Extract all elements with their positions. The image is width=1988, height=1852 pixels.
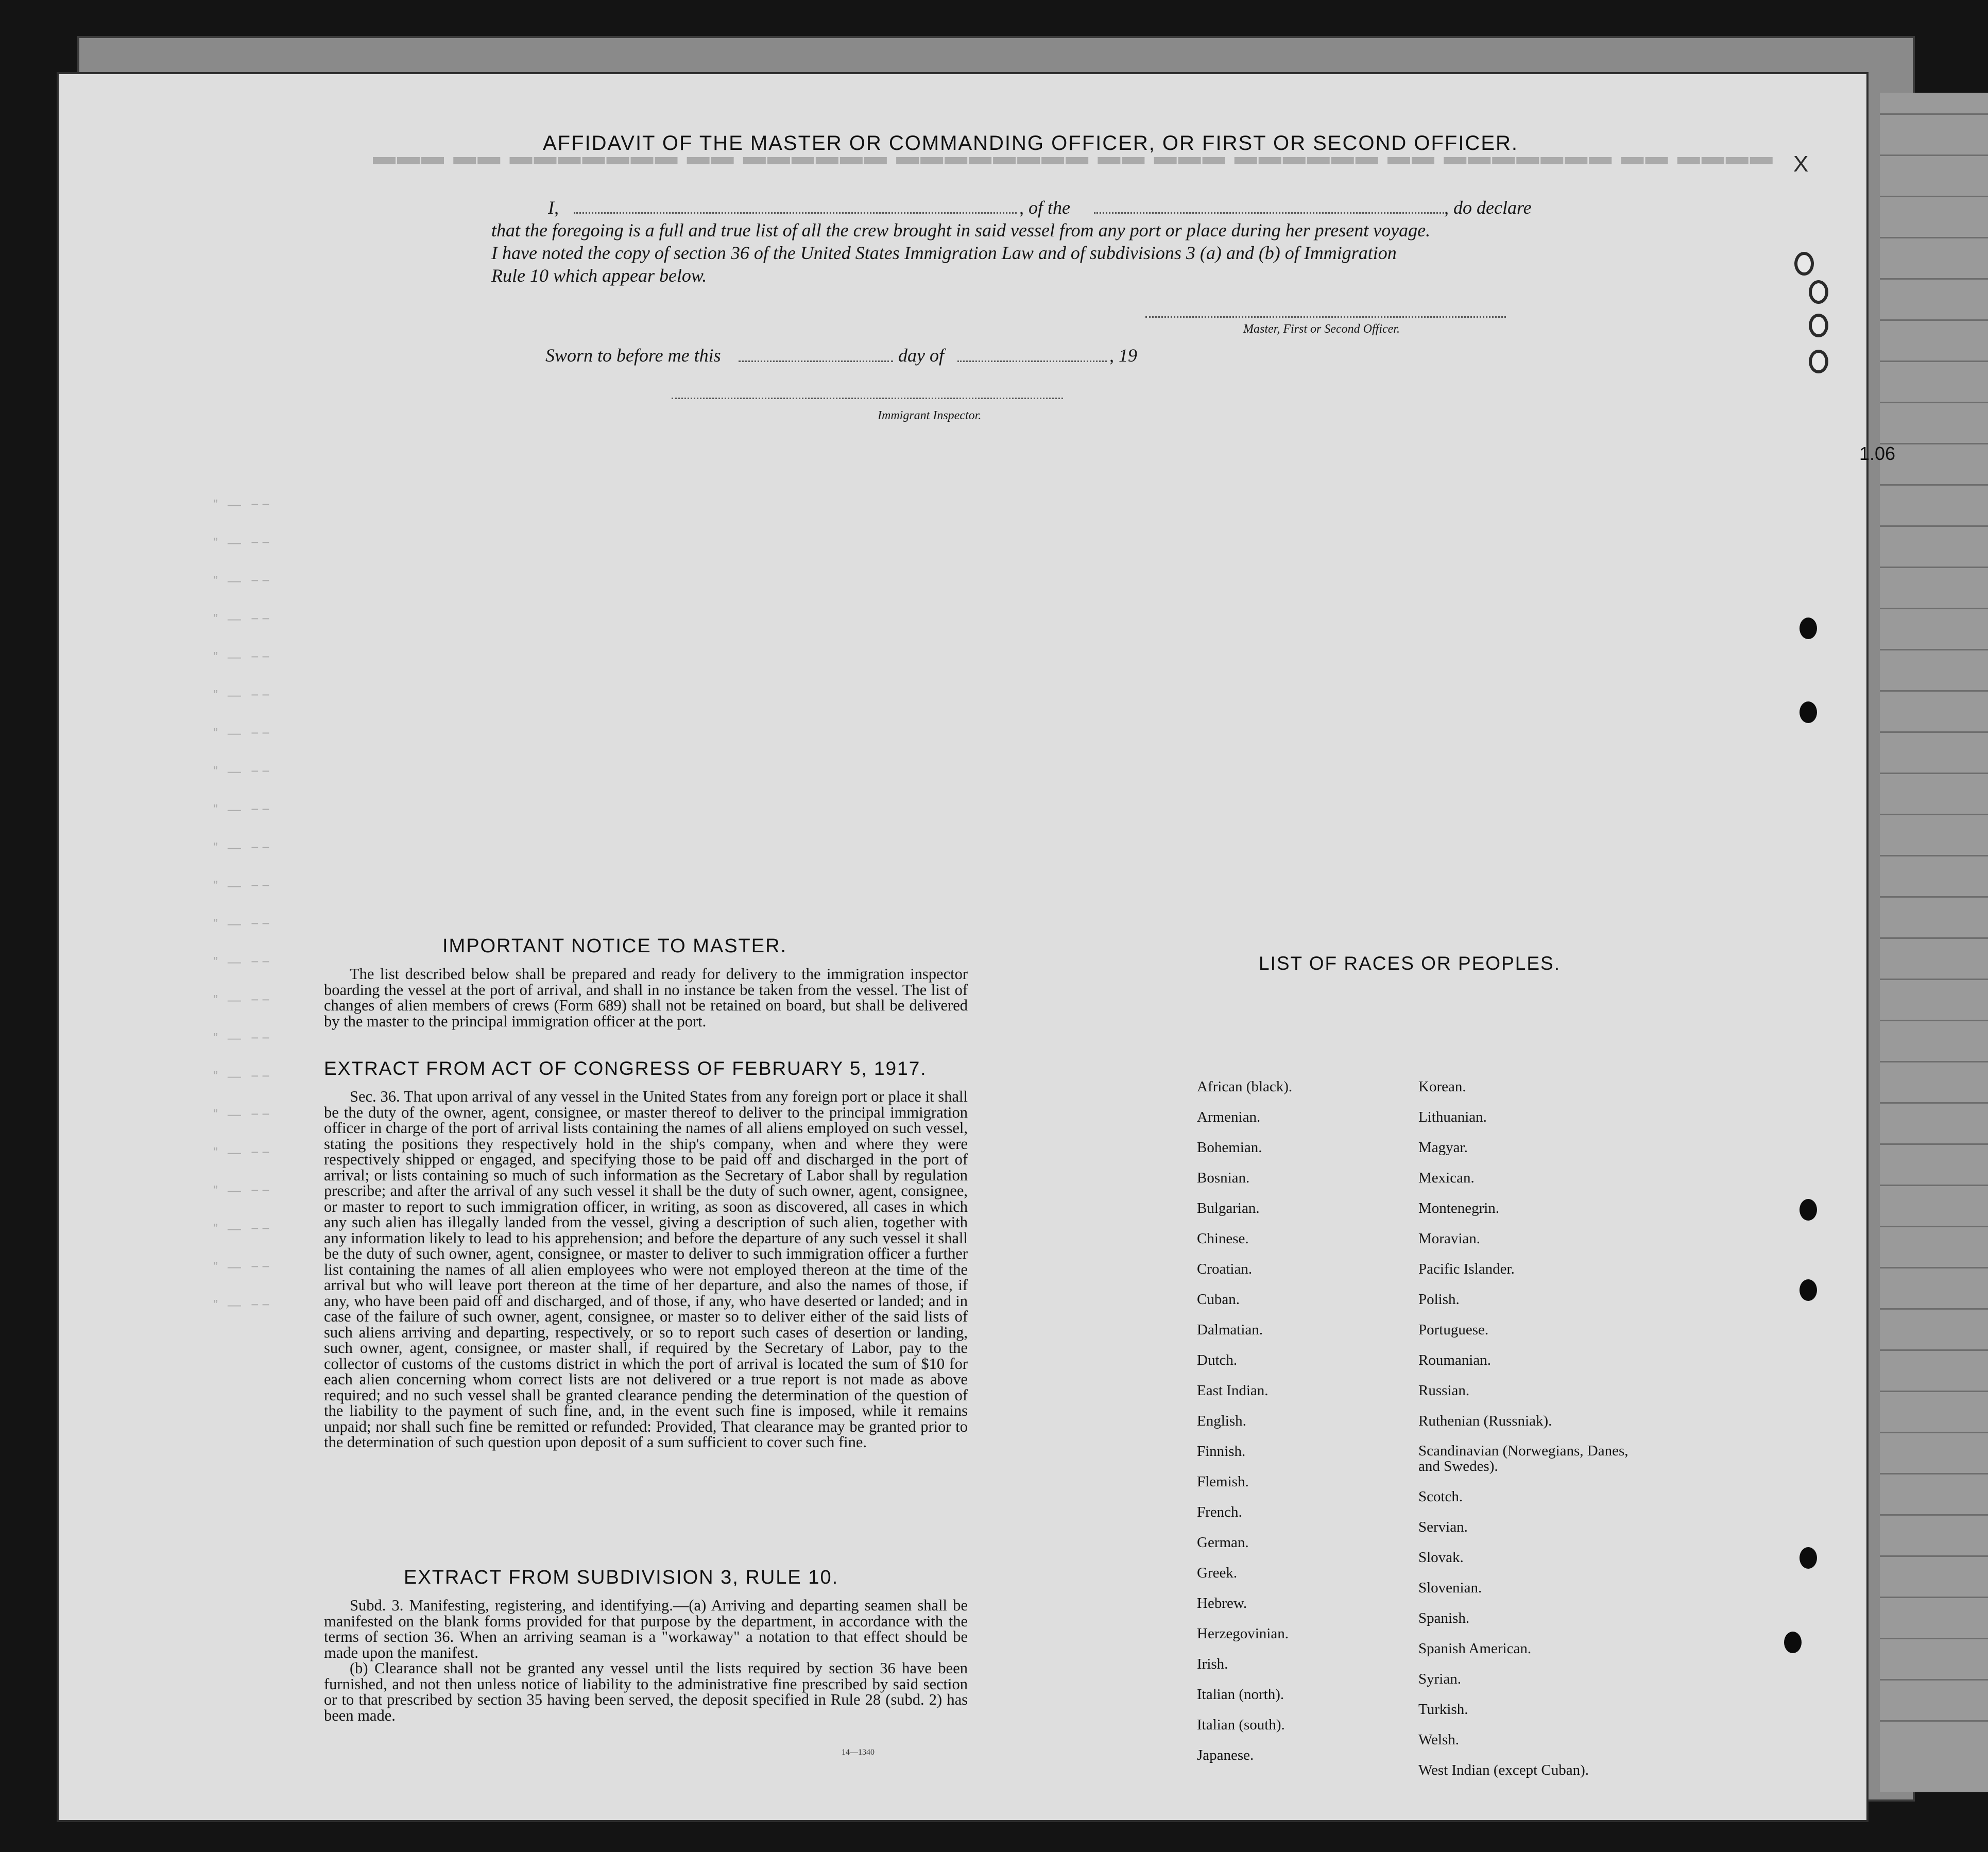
race-item: Spanish American. [1418,1640,1532,1657]
race-item: Russian. [1418,1382,1470,1399]
bleed-through-row: ” — −− [213,573,273,588]
ledger-rule [1880,1061,1988,1062]
race-item: Ruthenian (Russniak). [1418,1413,1552,1429]
top-right-mark: X [1793,151,1809,177]
ledger-rule [1880,855,1988,856]
ledger-rule [1880,1102,1988,1104]
race-item: Scotch. [1418,1488,1463,1505]
race-item: English. [1197,1413,1246,1429]
ledger-rule [1880,402,1988,403]
race-item: Chinese. [1197,1230,1249,1247]
ledger-rule [1880,196,1988,197]
punch-hole [1800,701,1817,723]
ledger-rule [1880,608,1988,609]
ledger-rule [1880,319,1988,321]
ledger-rule [1880,731,1988,733]
race-item: Flemish. [1197,1473,1249,1490]
affidavit-declare: , do declare [1444,197,1532,218]
ledger-rule [1880,443,1988,444]
bleed-through-row: ” — −− [213,687,273,702]
ledger-rule [1880,1267,1988,1268]
races-heading: LIST OF RACES OR PEOPLES. [1259,953,1561,974]
bleed-through-row: ” — −− [213,1106,273,1122]
ledger-rule [1880,1432,1988,1433]
bleed-through-row: ” — −− [213,535,273,550]
act-body [324,1089,968,1450]
ledger-rule [1880,1597,1988,1598]
bleed-through-row: ” — −− [213,1182,273,1198]
ledger-rule [1880,1185,1988,1186]
bleed-through-row: ” — −− [213,611,273,626]
signature-label: Master, First or Second Officer. [1243,322,1400,336]
ledger-rule [1880,113,1988,115]
race-item: Dutch. [1197,1352,1238,1368]
name-blank [574,212,1017,214]
race-item: Dalmatian. [1197,1322,1263,1338]
ledger-rule [1880,361,1988,362]
bleed-through-row: ” — −− [213,496,273,512]
ledger-rule [1880,979,1988,980]
ledger-rule [1880,814,1988,815]
ledger-rule [1880,1473,1988,1474]
race-item: West Indian (except Cuban). [1418,1762,1589,1778]
race-item: French. [1197,1504,1242,1520]
act-heading: EXTRACT FROM ACT OF CONGRESS OF FEBRUARY 5, 1917. [324,1058,927,1079]
binder-ring [1809,280,1828,304]
race-item: Bosnian. [1197,1170,1250,1186]
sworn-day-blank [739,361,893,362]
race-item: Servian. [1418,1519,1468,1535]
race-item: Armenian. [1197,1109,1261,1125]
bleed-through-row: ” — −− [213,649,273,664]
race-item: Magyar. [1418,1139,1468,1156]
race-item: Bulgarian. [1197,1200,1260,1216]
ledger-rule [1880,1679,1988,1680]
race-item: German. [1197,1534,1249,1551]
bleed-through-row: ” — −− [213,1221,273,1236]
bleed-through-row: ” — −− [213,839,273,855]
bleed-through-title: ▬▬▬ ▬▬ ▬▬▬▬▬▬▬ ▬▬ ▬▬▬▬▬▬ ▬▬▬▬▬▬▬▬ ▬▬ ▬▬▬ ▬▬▬▬▬▬ ▬▬ ▬▬▬▬▬▬▬ ▬▬ ▬▬▬▬ [373,152,1774,177]
bleed-through-row: ” — −− [213,954,273,969]
race-item: Cuban. [1197,1291,1240,1308]
race-item: Japanese. [1197,1747,1254,1763]
ledger-rule [1880,237,1988,238]
punch-hole [1800,618,1817,639]
ledger-rule [1880,1020,1988,1021]
bleed-through-row: ” — −− [213,1068,273,1084]
bleed-through-row: ” — −− [213,916,273,931]
bleed-through-row: ” — −− [213,992,273,1007]
sworn-year: , 19 [1109,345,1137,366]
race-item: Bohemian. [1197,1139,1262,1156]
race-item: Korean. [1418,1078,1466,1095]
affidavit-heading: AFFIDAVIT OF THE MASTER OR COMMANDING OFFICER, OR FIRST OR SECOND OFFICER. [543,132,1518,155]
ledger-rule [1880,773,1988,774]
rule-para-a: Subd. 3. Manifesting, registering, and identifying.—(a) Arriving and departing seamen shall be manifested on the blank forms provided for that purpose by the department, in accordance with the terms of section 36. When an arriving seaman is a "workaway" a notation to that effect should be made upon the manifest. [324,1597,968,1661]
form-code: 14—1340 [842,1748,875,1757]
sworn-day-of: day of [898,345,944,366]
ledger-rule [1880,649,1988,650]
race-item: Finnish. [1197,1443,1246,1460]
race-item: Lithuanian. [1418,1109,1487,1125]
ledger-rule [1880,1638,1988,1639]
race-item: Portuguese. [1418,1322,1489,1338]
ledger-rule [1880,690,1988,692]
race-item: Greek. [1197,1565,1238,1581]
ledger-rule [1880,567,1988,568]
race-item: Herzegovinian. [1197,1625,1289,1642]
race-item: Syrian. [1418,1671,1461,1687]
ledger-rule [1880,1720,1988,1722]
manifest-page [57,72,1869,1822]
ledger-rule [1880,1226,1988,1227]
ledger-rule [1880,278,1988,280]
act-text: Sec. 36. That upon arrival of any vessel in the United States from any foreign port or place it shall be the duty of the owner, agent, consignee, or master thereof to deliver to the principal immigration officer in charge of the port of arrival lists containing the names of all aliens employed on such vessel, stating the positions they respectively hold in the ship's company, when and where they were respectively shipped or engaged, and specifying those to be paid off and discharged in the port of arrival; or lists containing so much of such information as the Secretary of Labor shall by regulation prescribe; and after the arrival of any such vessel it shall be the duty of such owner, agent, consignee, or master to report to such immigration officer, in writing, as soon as discovered, all cases in which any such alien has illegally landed from the vessel, giving a description of such alien, together with any information likely to lead to his apprehension; and before the departure of any such vessel it shall be the duty of such owner, agent, consignee, or master to deliver to such immigration officer a further list containing the names of all alien employees who were not employed thereon at the time of the arrival but who will leave port thereon at the time of her departure, and also the names of those, if any, who have been paid off and discharged, and of those, if any, who have deserted or landed; and in case of the failure of such owner, agent, consignee, or master so to deliver either of the said lists of such aliens arriving and departing, respectively, or so to report such cases of desertion or landing, such owner, agent, consignee, or master shall, if required by the Secretary of Labor, pay to the collector of customs of the customs district in which the port of arrival is located the sum of $10 for each alien concerning whom correct lists are not delivered or a true report is not made as above required; and no such vessel shall be granted clearance pending the determination of the question of the liability to the payment of such fine, and, in the event such fine is imposed, while it remains unpaid; nor shall such fine be remitted or refunded: Provided, That clearance may be granted prior to the determination of such question upon deposit of a sum sufficient to cover such fine. [324,1088,968,1451]
binder-ring [1794,252,1814,276]
race-item: Mexican. [1418,1170,1475,1186]
ledger-rule [1880,484,1988,486]
race-item: Polish. [1418,1291,1460,1308]
ledger-rule [1880,937,1988,939]
sworn-month-blank [957,361,1107,362]
inspector-label: Immigrant Inspector. [878,409,982,422]
race-item: Welsh. [1418,1731,1460,1748]
race-item: Roumanian. [1418,1352,1491,1368]
punch-hole [1784,1632,1802,1653]
ledger-rule [1880,155,1988,156]
race-item: African (black). [1197,1078,1293,1095]
ledger-rule [1880,1143,1988,1145]
affidavit-i: I, [548,197,559,218]
notice-heading: IMPORTANT NOTICE TO MASTER. [442,935,787,957]
race-item: Spanish. [1418,1610,1470,1626]
bleed-through-row: ” — −− [213,878,273,893]
race-item: Slovak. [1418,1549,1464,1566]
bleed-through-row: ” — −− [213,801,273,817]
race-item: East Indian. [1197,1382,1269,1399]
bleed-through-row: ” — −− [213,1259,273,1274]
race-item: Scandinavian (Norwegians, Danes, and Swedes). [1418,1443,1629,1474]
inspector-signature-blank [672,398,1063,399]
punch-hole [1800,1547,1817,1569]
rule-heading: EXTRACT FROM SUBDIVISION 3, RULE 10. [404,1567,839,1588]
binder-ring [1809,314,1828,337]
sworn-prefix: Sworn to before me this [545,345,721,366]
affidavit-line-4: Rule 10 which appear below. [491,265,707,286]
race-item: Italian (south). [1197,1717,1285,1733]
race-item: Montenegrin. [1418,1200,1500,1216]
race-item: Hebrew. [1197,1595,1247,1611]
binder-ring [1809,350,1828,373]
signature-blank [1145,316,1506,318]
adjacent-ledger-strip [1880,93,1988,1792]
rule-body [324,1598,968,1723]
race-item: Irish. [1197,1656,1228,1672]
notice-body [324,966,968,1029]
ledger-rule [1880,1514,1988,1516]
ledger-rule [1880,1308,1988,1310]
punch-hole [1800,1199,1817,1221]
bleed-through-row: ” — −− [213,1144,273,1160]
ledger-rule [1880,1349,1988,1351]
bleed-through-row: ” — −− [213,1030,273,1045]
race-item: Moravian. [1418,1230,1480,1247]
race-item: Slovenian. [1418,1580,1482,1596]
race-item: Croatian. [1197,1261,1253,1277]
race-item: Italian (north). [1197,1686,1284,1703]
affidavit-of-the: , of the [1019,197,1070,218]
bleed-through-row: ” — −− [213,763,273,779]
ledger-rule [1880,896,1988,898]
race-item: Turkish. [1418,1701,1468,1718]
margin-number: 1.06 [1859,443,1896,464]
bleed-through-row: ” — −− [213,725,273,741]
ledger-rule [1880,1391,1988,1392]
notice-text: The list described below shall be prepared and ready for delivery to the immigration inspector boarding the vessel at the port of arrival, and shall in no instance be taken from the vessel. The list of changes of alien members of crews (Form 689) shall not be retained on board, but shall be delivered by the master to the principal immigration officer at the port. [324,965,968,1030]
race-item: Pacific Islander. [1418,1261,1515,1277]
punch-hole [1800,1279,1817,1301]
vessel-blank [1094,212,1444,214]
ledger-rule [1880,525,1988,527]
affidavit-line-2: that the foregoing is a full and true list of all the crew brought in said vessel from any port or place during her present voyage. [491,220,1431,241]
affidavit-line-3: I have noted the copy of section 36 of the United States Immigration Law and of subdivisions 3 (a) and (b) of Immigration [491,243,1397,263]
ledger-rule [1880,1555,1988,1557]
bleed-through-row: ” — −− [213,1297,273,1312]
rule-para-b: (b) Clearance shall not be granted any vessel until the lists required by section 36 have been furnished, and not then unless notice of liability to the administrative fine prescribed by said section or to that prescribed by section 35 having been served, the deposit specified in Rule 28 (subd. 2) has been made. [324,1659,968,1724]
